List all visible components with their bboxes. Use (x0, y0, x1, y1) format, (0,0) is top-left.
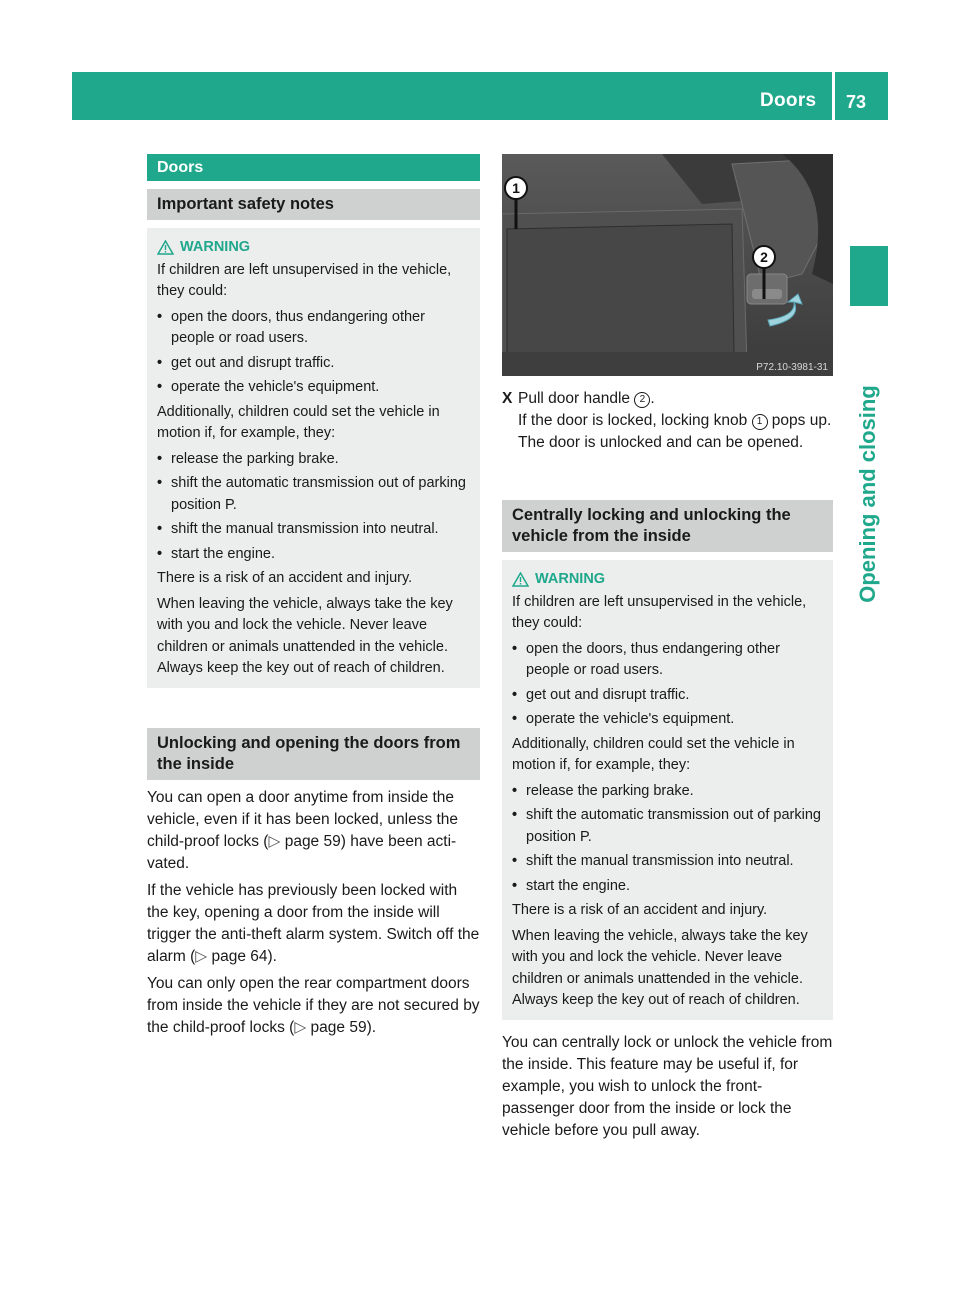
page-ref-arrow-icon: ▷ (294, 1018, 307, 1036)
subsection-unlocking-title: Unlocking and opening the doors from the inside (147, 728, 480, 780)
list-item: • operate the vehicle's equipment. (157, 379, 380, 395)
page-ref-link[interactable]: page 59) have been acti-vated. (147, 832, 457, 872)
door-interior-drawing (502, 154, 833, 376)
subsection-central-locking-title: Centrally locking and unlocking the vehicle from the inside (502, 500, 833, 552)
warning-heading (512, 569, 825, 591)
header-section-title: Doors (760, 90, 817, 111)
body-paragraph: You can only open the rear compartment doors from inside the vehicle if they are not secured by the child-proof locks (▷ page 59). (147, 974, 480, 1036)
page-ref-link[interactable]: page 59). (306, 1018, 377, 1036)
callout-2-ref: 2 (634, 392, 650, 408)
warning-intro: If children are left unsupervised in the vehicle, they could: (157, 261, 452, 299)
list-item: • operate the vehicle's equipment. (512, 711, 735, 727)
warning-heading (157, 237, 472, 259)
warning-risk: There is a risk of an accident and injury. (512, 902, 768, 918)
body-paragraph: If the vehicle has previously been locked with the key, opening a door from the inside will trigger the anti-theft alarm system. Switch off the alarm (▷ page 64). (147, 881, 480, 965)
list-item: • get out and disrupt traffic. (512, 686, 690, 703)
list-item: • shift the manual transmission into neutral. (512, 853, 794, 869)
list-item: • open the doors, thus endangering other people or road users. (157, 308, 425, 346)
list-item: • start the engine. (512, 877, 630, 894)
callout-2-label: 2 (760, 249, 768, 265)
warning-label: WARNING (180, 239, 251, 255)
page-ref-link[interactable]: page 64). (207, 947, 277, 965)
warning-mid: Additionally, children could set the vehicle in motion if, for example, they: (512, 735, 795, 773)
warning-mid: Additionally, children could set the vehicle in motion if, for example, they: (157, 403, 440, 441)
right-column (502, 154, 833, 1147)
instruction-step: X Pull door handle 2 . If the door is locked, locking knob 1 pops up. The door is unlocked and can be opened. (502, 388, 833, 454)
list-item: • open the doors, thus endangering other people or road users. (512, 640, 780, 678)
section-title: Doors (147, 154, 480, 181)
figure-code: P72.10-3981-31 (756, 362, 828, 373)
door-handle-illustration (502, 154, 833, 376)
warning-risk: There is a risk of an accident and injury. (157, 570, 413, 586)
warning-advice: When leaving the vehicle, always take the key with you and lock the vehicle. Never leave children or animals unattended in the vehicle. Always keep the key out of reach of children. (157, 595, 453, 676)
chapter-tab (850, 246, 888, 306)
warning-triangle-icon (512, 572, 529, 587)
warning-list (157, 307, 472, 399)
page-ref-arrow-icon: ▷ (195, 947, 208, 965)
warning-list (157, 449, 472, 566)
warning-box (147, 228, 480, 688)
callout-1-ref: 1 (752, 414, 768, 430)
body-paragraph: You can centrally lock or unlock the vehicle from the inside. This feature may be useful if, for example, you wish to unlock the front-passenger door from the inside or lock the vehicle before you pull away. (502, 1033, 833, 1139)
subsection-safety-title: Important safety notes (147, 189, 480, 220)
warning-list (512, 639, 825, 731)
list-item: • shift the automatic transmission out of parking position P. (157, 475, 466, 513)
left-column (147, 154, 480, 1044)
page-ref-arrow-icon: ▷ (268, 832, 281, 850)
warning-intro: If children are left unsupervised in the vehicle, they could: (512, 593, 807, 631)
body-paragraph: You can open a door anytime from inside the vehicle, even if it has been locked, unless the child-proof locks (▷ page 59) have been acti-vated. (147, 788, 459, 872)
warning-box (502, 560, 833, 1020)
list-item: • start the engine. (157, 545, 275, 562)
warning-triangle-icon (157, 240, 174, 255)
warning-list (512, 781, 825, 898)
step-marker-icon: X (502, 390, 513, 407)
warning-advice: When leaving the vehicle, always take the key with you and lock the vehicle. Never leave children or animals unattended in the vehicle. Always keep the key out of reach of children. (512, 927, 808, 1008)
list-item: • get out and disrupt traffic. (157, 354, 335, 371)
header-divider (832, 72, 835, 120)
page-number: 73 (846, 92, 867, 112)
warning-label: WARNING (535, 571, 606, 587)
callout-1-label: 1 (512, 180, 520, 196)
list-item: • shift the automatic transmission out of parking position P. (512, 807, 821, 845)
list-item: • release the parking brake. (512, 782, 694, 799)
chapter-title: Opening and closing (855, 385, 880, 603)
list-item: • shift the manual transmission into neutral. (157, 521, 439, 537)
list-item: • release the parking brake. (157, 450, 339, 467)
